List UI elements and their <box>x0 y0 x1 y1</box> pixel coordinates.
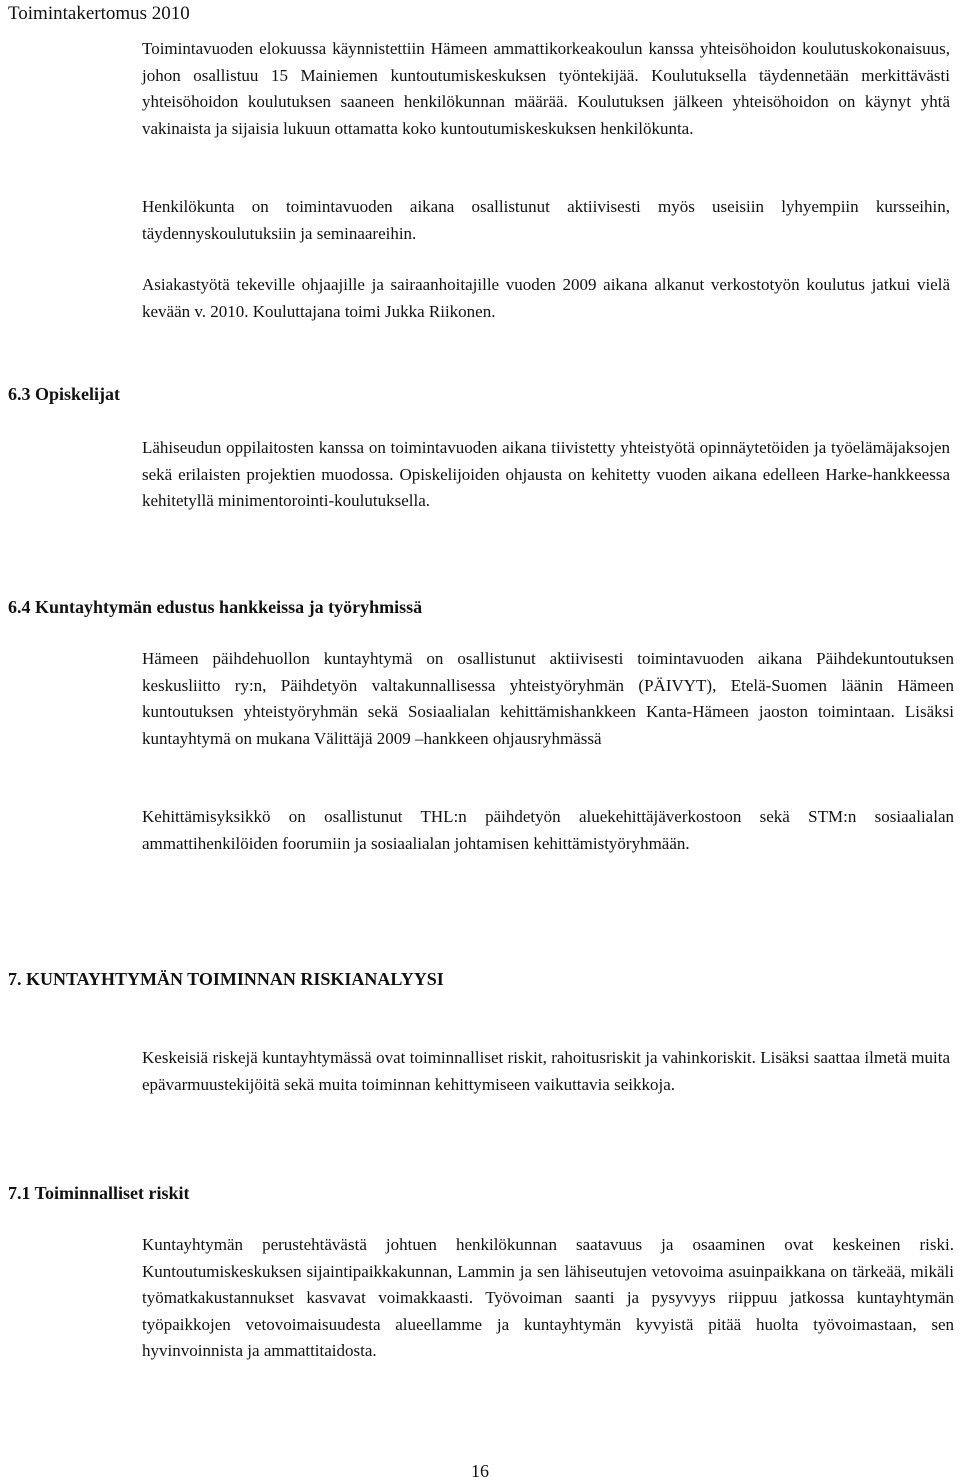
paragraph-operational-risks: Kuntayhtymän perustehtävästä johtuen henkilökunnan saatavuus ja osaaminen ovat keskeinen riski. Kuntoutumiskeskuksen sijaintipaikkakunnan, Lammin ja sen lähiseutujen vetovoima asuinpaikkana on tärkeää, mikäli työmatkakustannukset kasvavat voimakkaasti. Työvoiman saanti ja pysyvyys riippuu jatkossa kuntayhtymän työpaikkojen vetovoimaisuudesta alueellamme ja kuntayhtymän kyvyistä pitää huolta työvoimastaan, sen hyvinvoinnista ja ammattitaidosta. <box>142 1235 954 1360</box>
paragraph-development-unit: Kehittämisyksikkö on osallistunut THL:n päihdetyön aluekehittäjäverkostoon sekä STM:n sosiaalialan ammattihenkilöiden foorumiin ja sosiaalialan johtamisen kehittämistyöryhmään. <box>142 807 954 853</box>
document-header: Toimintakertomus 2010 <box>8 3 190 24</box>
chapter-heading-risk-analysis: 7. KUNTAYHTYMÄN TOIMINNAN RISKIANALYYSI <box>8 969 444 989</box>
section-heading-representation: 6.4 Kuntayhtymän edustus hankkeissa ja työryhmissä <box>8 597 423 617</box>
page-number: 16 <box>471 1461 489 1481</box>
paragraph-community-care-training: Toimintavuoden elokuussa käynnistettiin Hämeen ammattikorkeakoulun kanssa yhteisöhoidon koulutuskokonaisuus, johon osallistuu 15 Mainiemen kuntoutumiskeskuksen työntekijää. Koulutuksella täydennetään merkittävästi yhteisöhoidon koulutuksen saaneen henkilökunnan määrää. Koulutuksen jälkeen yhteisöhoidon on käynyt yhtä vakinaista ja sijaisia lukuun ottamatta koko kuntoutumiskeskuksen henkilökunta. <box>142 39 950 138</box>
paragraph-key-risks: Keskeisiä riskejä kuntayhtymässä ovat toiminnalliset riskit, rahoitusriskit ja vahinkoriskit. Lisäksi saattaa ilmetä muita epävarmuustekijöitä sekä muita toiminnan kehittymiseen vaikuttavia seikkoja. <box>142 1048 950 1094</box>
section-heading-operational-risks: 7.1 Toiminnalliset riskit <box>8 1183 190 1203</box>
paragraph-network-training: Asiakastyötä tekeville ohjaajille ja sairaanhoitajille vuoden 2009 aikana alkanut verkostotyön koulutus jatkui vielä kevään v. 2010. Kouluttajana toimi Jukka Riikonen. <box>142 275 950 321</box>
paragraph-staff-courses: Henkilökunta on toimintavuoden aikana osallistunut aktiivisesti myös useisiin lyhyempiin kursseihin, täydennyskoulutuksiin ja seminaareihin. <box>142 197 950 243</box>
paragraph-representation: Hämeen päihdehuollon kuntayhtymä on osallistunut aktiivisesti toimintavuoden aikana Päihdekuntoutuksen keskusliitto ry:n, Päihdetyön valtakunnallisessa yhteistyöryhmän (PÄIVYT), Etelä-Suomen läänin Hämeen kuntoutuksen yhteistyöryhmän sekä Sosiaalialan kehittämishankkeen Kanta-Hämeen jaoston toimintaan. Lisäksi kuntayhtymä on mukana Välittäjä 2009 –hankkeen ohjausryhmässä <box>142 649 954 748</box>
paragraph-students: Lähiseudun oppilaitosten kanssa on toimintavuoden aikana tiivistetty yhteistyötä opinnäytetöiden ja työelämäjaksojen sekä erilaisten projektien muodossa. Opiskelijoiden ohjausta on kehitetty vuoden aikana edelleen Harke-hankkeessa kehitetyllä minimentorointi-koulutuksella. <box>142 438 950 510</box>
section-heading-students: 6.3 Opiskelijat <box>8 384 121 404</box>
